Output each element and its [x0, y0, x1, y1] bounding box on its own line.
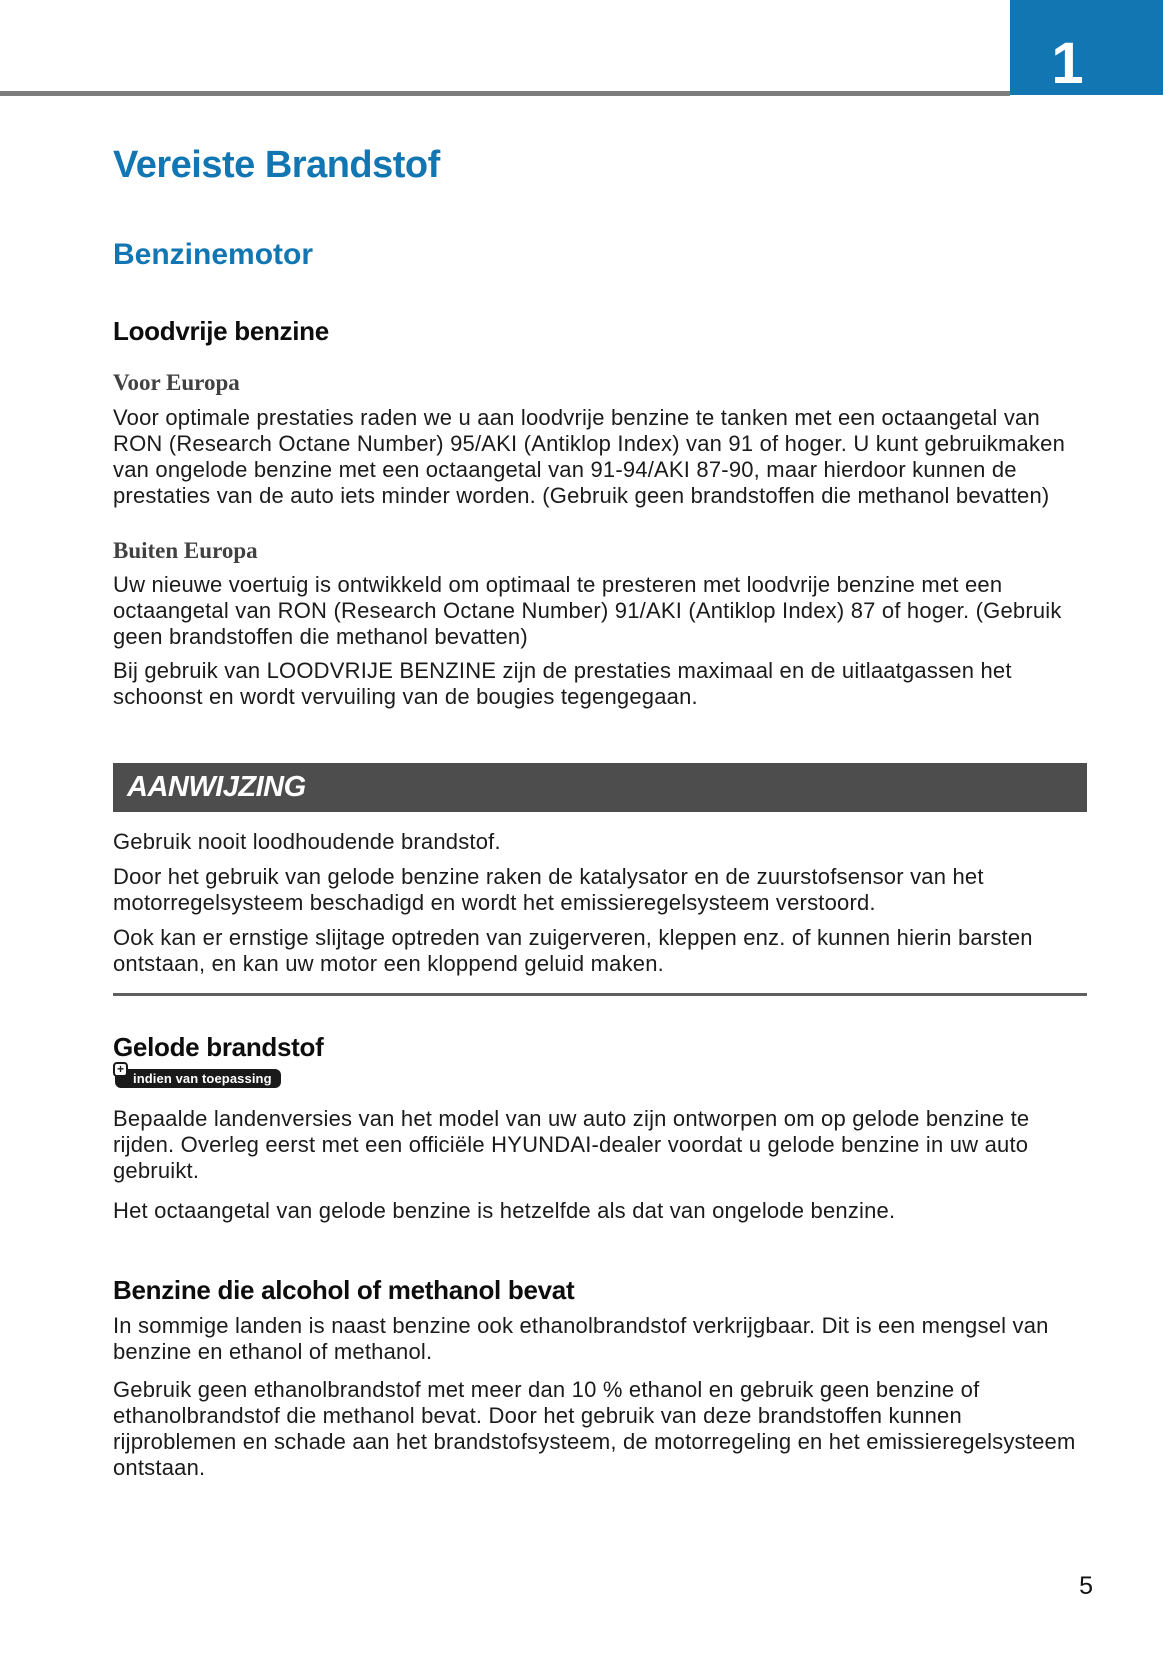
heading-benzine-alcohol: Benzine die alcohol of methanol bevat	[113, 1275, 575, 1305]
heading-buiten-europa: Buiten Europa	[113, 538, 258, 563]
page-number: 5	[1079, 1572, 1093, 1600]
paragraph-gelode-2: Het octaangetal van gelode benzine is hetzelfde als dat van ongelode benzine.	[113, 1198, 896, 1223]
notice-banner-title: AANWIJZING	[127, 771, 306, 803]
paragraph-loodvrije-benzine-voordelen: Bij gebruik van LOODVRIJE BENZINE zijn de prestaties maximaal en de uitlaatgassen het schoonst en wordt vervuiling van de bougies tegengegaan.	[113, 658, 1012, 709]
notice-paragraph: Door het gebruik van gelode benzine raken de katalysator en de zuurstofsensor van het motorregelsysteem beschadigd en wordt het emissieregelsysteem verstoord.	[113, 864, 984, 915]
paragraph-alcohol-1: In sommige landen is naast benzine ook ethanolbrandstof verkrijgbaar. Dit is een mengsel van benzine en ethanol of methanol.	[113, 1313, 1049, 1364]
paragraph-alcohol-2: Gebruik geen ethanolbrandstof met meer dan 10 % ethanol en gebruik geen benzine of ethanolbrandstof die methanol bevat. Door het gebruik van deze brandstoffen kunnen rijproblemen en schade aan het brandstofsysteem, de motorregeling en het emissieregelsysteem ontstaan.	[113, 1377, 1076, 1480]
notice-banner	[113, 763, 1087, 812]
heading-loodvrije-benzine: Loodvrije benzine	[113, 316, 329, 346]
paragraph-buiten-europa: Uw nieuwe voertuig is ontwikkeld om optimaal te presteren met loodvrije benzine met een octaangetal van RON (Research Octane Number) 91/AKI (Antiklop Index) 87 of hoger. (Gebruik geen brandstoffen die methanol bevatten)	[113, 572, 1062, 649]
notice-paragraph: Gebruik nooit loodhoudende brandstof.	[113, 829, 501, 854]
chapter-number: 1	[1051, 31, 1084, 96]
heading-voor-europa: Voor Europa	[113, 370, 240, 395]
if-equipped-badge	[115, 1062, 281, 1088]
plus-icon: +	[113, 1062, 128, 1077]
page-title: Vereiste Brandstof	[113, 144, 440, 186]
if-equipped-badge-label: indien van toepassing	[133, 1071, 272, 1086]
section-title-benzinemotor: Benzinemotor	[113, 238, 314, 271]
notice-paragraph: Ook kan er ernstige slijtage optreden van zuigerveren, kleppen enz. of kunnen hierin barsten ontstaan, en kan uw motor een kloppend geluid maken.	[113, 925, 1033, 976]
heading-gelode-brandstof: Gelode brandstof	[113, 1032, 324, 1062]
paragraph-voor-europa: Voor optimale prestaties raden we u aan loodvrije benzine te tanken met een octaangetal van RON (Research Octane Number) 95/AKI (Antiklop Index) van 91 of hoger. U kunt gebruikmaken van ongelode benzine met een octaangetal van 91-94/AKI 87-90, maar hierdoor kunnen de prestaties van de auto iets minder worden. (Gebruik geen brandstoffen die methanol bevatten)	[113, 405, 1066, 508]
paragraph-gelode-1: Bepaalde landenversies van het model van uw auto zijn ontworpen om op gelode benzine te rijden. Overleg eerst met een officiële HYUNDAI-dealer voordat u gelode benzine in uw auto gebruikt.	[113, 1106, 1030, 1183]
section-divider	[113, 993, 1087, 996]
